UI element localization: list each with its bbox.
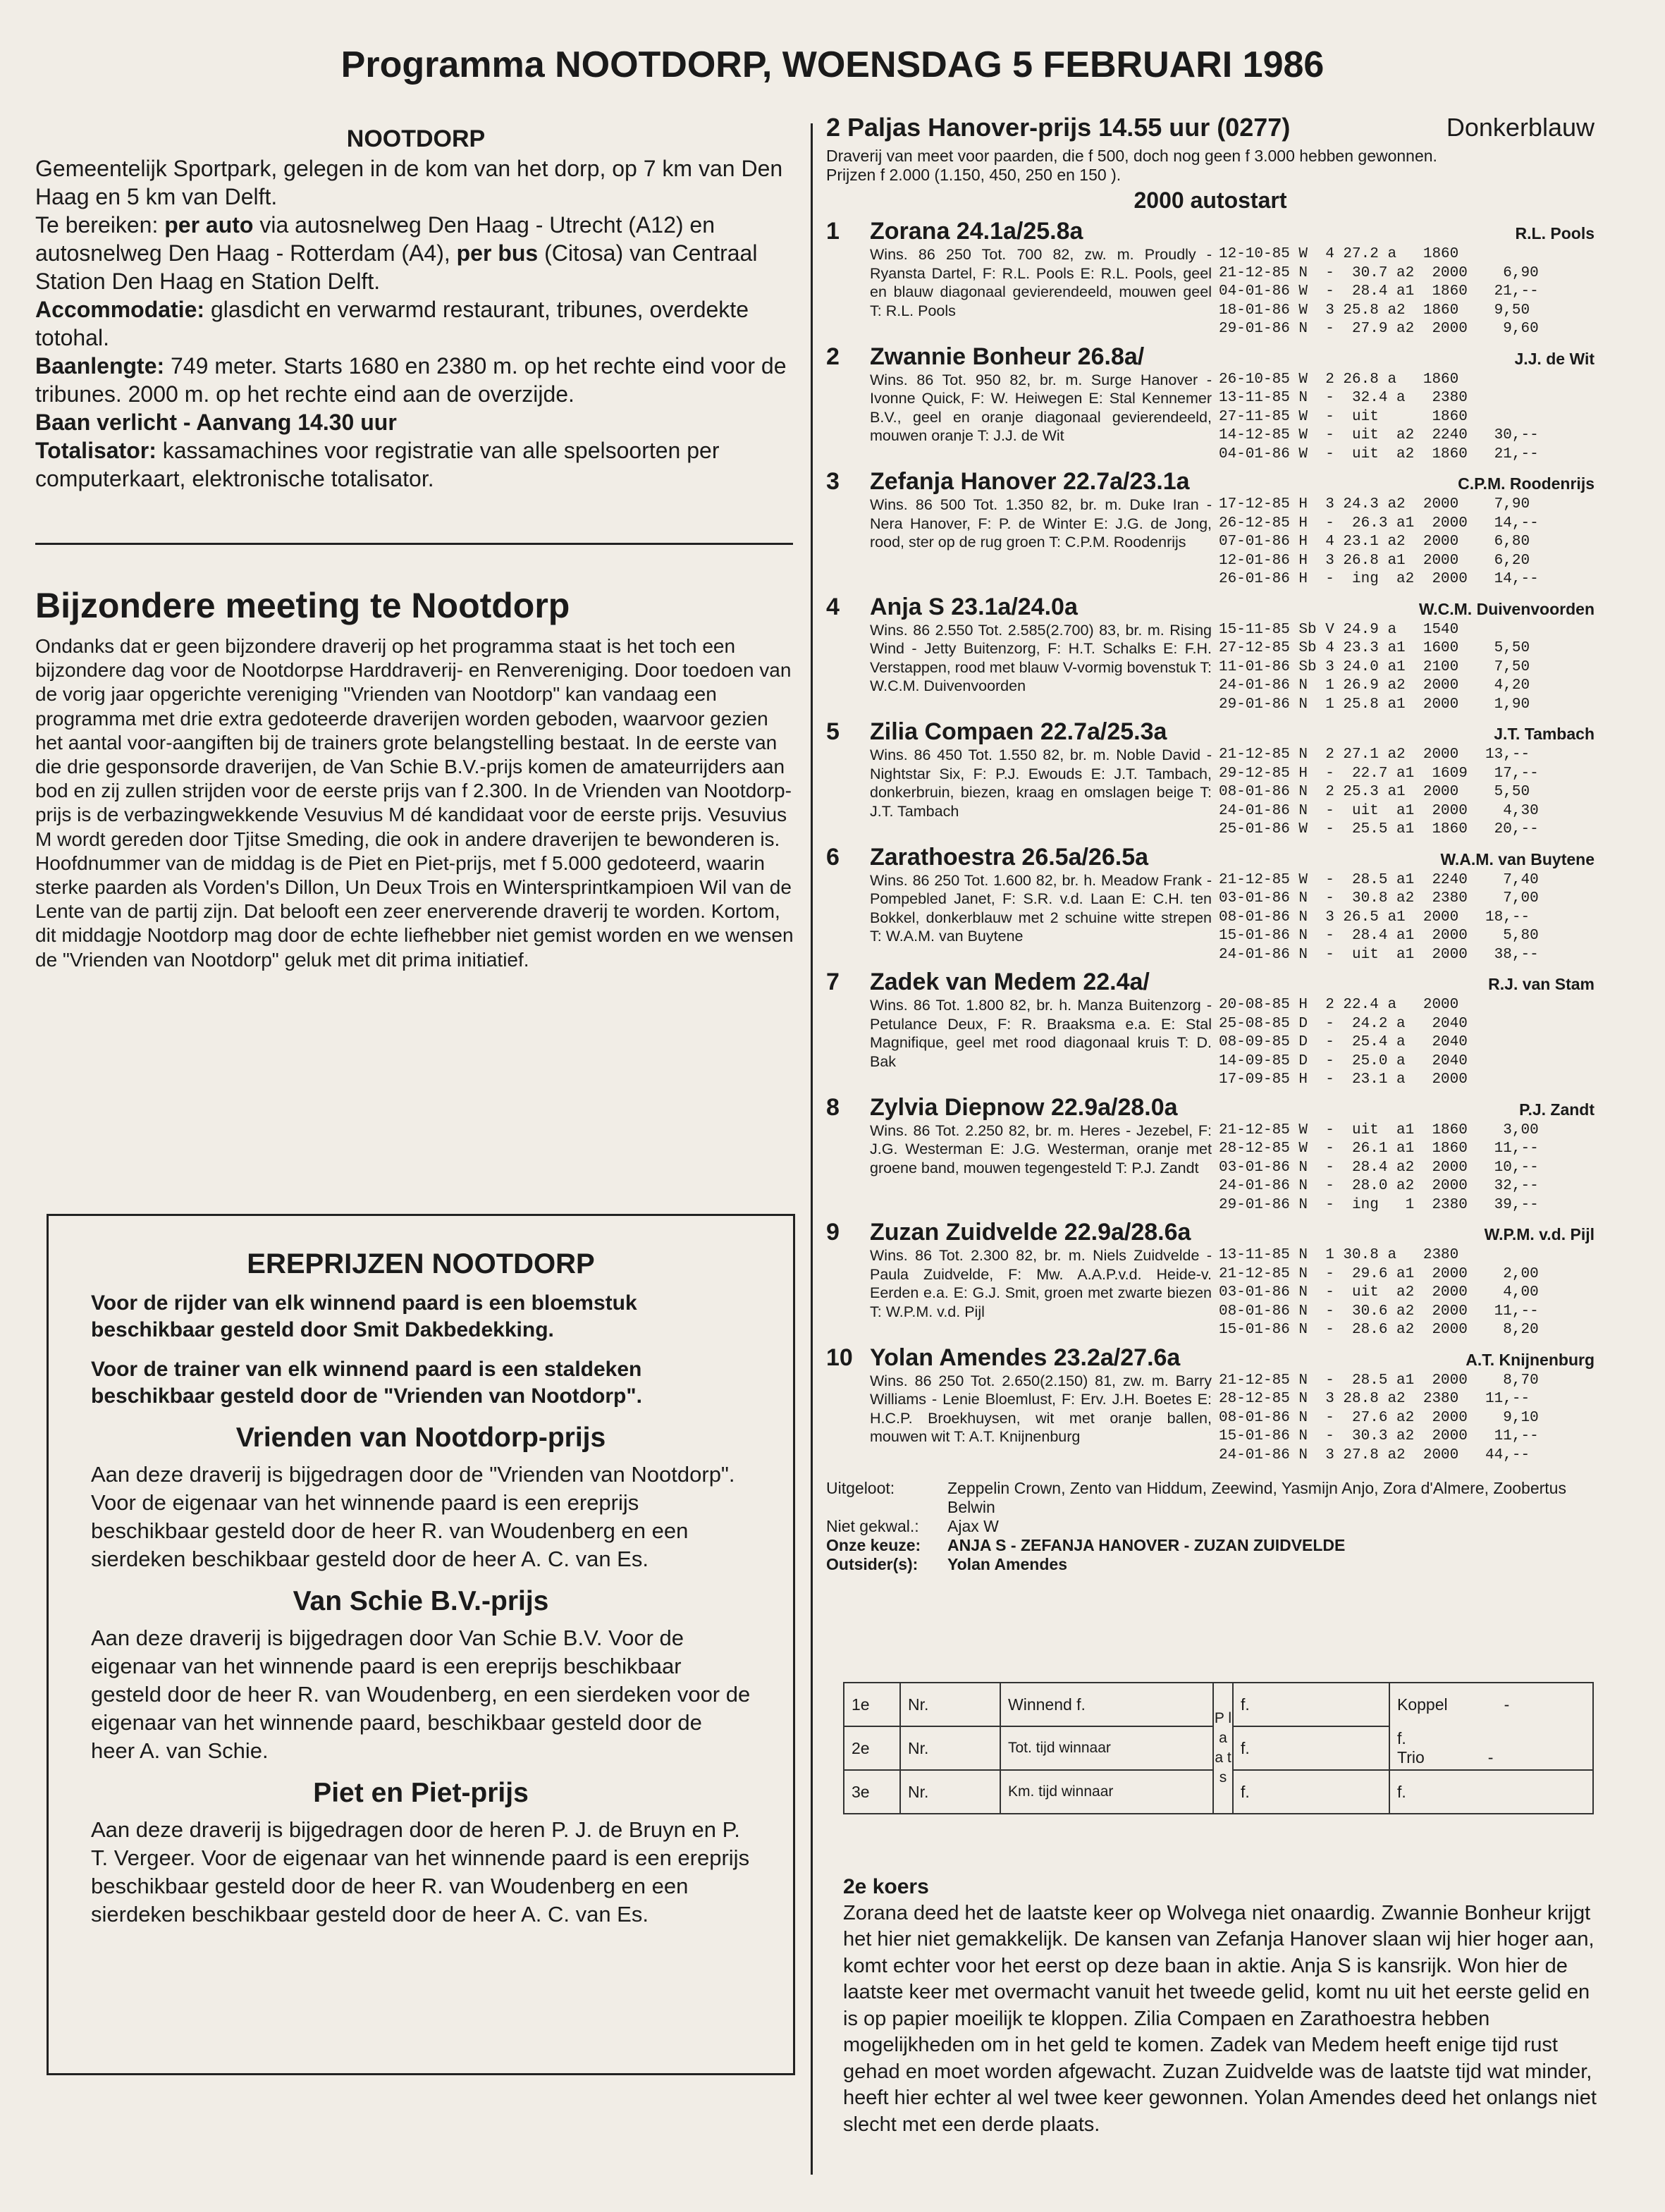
uitgeloot-label: Uitgeloot: [826, 1479, 895, 1497]
horse-name: Zorana 24.1a/25.8a [870, 218, 1083, 245]
horse-header [826, 1219, 1595, 1246]
horse-number: 5 [826, 718, 840, 745]
horse-starts: 26-10-85 W 2 26.8 a 1860 13-11-85 N - 32.4 a 2380 27-11-85 W - uit 1860 14-12-85 W - uit a2 2240 30,-- 04-01-86 W - uit a2 1860 21,-- [1219, 371, 1539, 462]
horse-header [826, 594, 1595, 621]
venue-accommodation: Accommodatie: glasdicht en verwarmd restaurant, tribunes, overdekte totohal. [35, 297, 749, 350]
results-table [843, 1682, 1594, 1814]
horse-trainer: R.L. Pools [1515, 224, 1595, 242]
horse-entry [826, 1219, 1595, 1340]
horse-header [826, 218, 1595, 245]
race-color: Donkerblauw [1446, 113, 1595, 142]
uitgeloot-value: Zeppelin Crown, Zento van Hiddum, Zeewind, Yasmijn Anjo, Zora d'Almere, Zoobertus Belwin [947, 1479, 1566, 1516]
horse-starts: 13-11-85 N 1 30.8 a 2380 21-12-85 N - 29.6 a1 2000 2,00 03-01-86 N - uit a2 2000 4,00 08-01-86 N - 30.6 a2 2000 11,-- 15-01-86 N - 28.6 a2 2000 8,20 [1219, 1247, 1539, 1338]
horse-starts: 21-12-85 W - uit a1 1860 3,00 28-12-85 W - 26.1 a1 1860 11,-- 03-01-86 N - 28.4 a2 2000 10,-- 24-01-86 N - 28.0 a2 2000 32,-- 29-01-86 N - ing 1 2380 39,-- [1219, 1122, 1539, 1213]
horse-info: Wins. 86 500 Tot. 1.350 82, br. m. Duke Iran - Nera Hanover, F: P. de Winter E: J.G. de Jong, rood, ster op de rug groen T: C.P.M. Roodenrijs [870, 496, 1212, 551]
result-plaats-f: f. [1233, 1726, 1389, 1770]
venue-track-length: Baanlengte: 749 meter. Starts 1680 en 2380 m. op het rechte eind voor de tribunes. 2000 m. op het rechte eind aan de overzijde. [35, 353, 787, 407]
horse-entry [826, 594, 1595, 715]
horse-header [826, 468, 1595, 496]
horse-trainer: A.T. Knijnenburg [1466, 1350, 1595, 1369]
onze-keuze-label: Onze keuze: [826, 1536, 921, 1554]
prizes-heading: EREPRIJZEN NOOTDORP [247, 1248, 595, 1279]
prizes-box [47, 1214, 795, 2075]
result-nr: Nr. [900, 1683, 1000, 1726]
horse-entry [826, 844, 1595, 965]
result-place-2: 2e [844, 1726, 900, 1770]
horse-info: Wins. 86 Tot. 1.800 82, br. h. Manza Buitenzorg - Petulance Deux, F: R. Braaksma e.a. E: Stal Magnifique, geel met rood diagonaal kruis T: D. Bak [870, 997, 1212, 1070]
horse-header [826, 343, 1595, 371]
prize-vanschie-heading: Van Schie B.V.-prijs [293, 1586, 549, 1616]
horse-entry [826, 218, 1595, 339]
horse-header [826, 1094, 1595, 1122]
horse-list [826, 218, 1595, 1465]
venue-access: Te bereiken: per auto via autosnelweg Den Haag - Utrecht (A12) en autosnelweg Den Haag - Rotterdam (A4), per bus (Citosa) van Centraal Station Den Haag en Station Delft. [35, 212, 758, 294]
venue-lights: Baan verlicht - Aanvang 14.30 uur [35, 410, 397, 435]
niet-gekwal-value: Ajax W [947, 1517, 999, 1535]
result-koppel-f: f. Trio - [1389, 1726, 1593, 1770]
race-prizes: Prijzen f 2.000 (1.150, 450, 250 en 150 ). [826, 166, 1122, 184]
outsider-value: Yolan Amendes [947, 1555, 1067, 1573]
report-text: Zorana deed het de laatste keer op Wolvega niet onaardig. Zwannie Bonheur krijgt het hier niet gemakkelijk. De kansen van Zefanja Hanover slaan wij hier hoger aan, komt echter voor het eerst op deze baan in aktie. Anja S is kansrijk. Won hier de laatste keer met overmacht vanuit het tweede gelid, komt nu uit het eerste gelid en is op papier moeilijk te kloppen. Zilia Compaen en Zarathoestra hebben mogelijkheden om in het geld te komen. Zadek van Medem heeft enige tijd rust gehad en moet worden afgewacht. Zuzan Zuidvelde was de laatste tijd wat minder, heeft hier echter al wel twee keer gewonnen. Yolan Amendes deed het onlangs niet slecht met een derde plaats. [843, 1901, 1597, 2136]
venue-heading: NOOTDORP [346, 125, 486, 152]
horse-starts: 15-11-85 Sb V 24.9 a 1540 27-12-85 Sb 4 23.3 a1 1600 5,50 11-01-86 Sb 3 24.0 a1 2100 7,50 24-01-86 N 1 26.9 a2 2000 4,20 29-01-86 N 1 25.8 a1 2000 1,90 [1219, 621, 1530, 713]
horse-name: Anja S 23.1a/24.0a [870, 593, 1078, 620]
horse-trainer: J.T. Tambach [1494, 725, 1595, 743]
onze-keuze-value: ANJA S - ZEFANJA HANOVER - ZUZAN ZUIDVELDE [947, 1536, 1346, 1554]
horse-trainer: W.A.M. van Buytene [1440, 849, 1595, 868]
horse-entry [826, 969, 1595, 1090]
horse-name: Zadek van Medem 22.4a/ [870, 969, 1150, 995]
horse-header [826, 844, 1595, 871]
horse-number: 4 [826, 593, 840, 620]
horse-trainer: W.P.M. v.d. Pijl [1484, 1225, 1595, 1243]
race-conditions: Draverij van meet voor paarden, die f 500, doch nog geen f 3.000 hebben gewonnen. [826, 147, 1437, 165]
horse-trainer: W.C.M. Duivenvoorden [1418, 599, 1595, 618]
result-plaats-f: f. [1233, 1683, 1389, 1726]
horse-number: 10 [826, 1344, 853, 1371]
horse-name: Zefanja Hanover 22.7a/23.1a [870, 468, 1190, 495]
meeting-article: Ondanks dat er geen bijzondere draverij op het programma staat is het toch een bijzondere dag voor de Nootdorpse Harddraverij- en Renvereniging. Door toedoen van de vorig jaar opgerichte vereniging "Vrienden van Nootdorp" kan vandaag een programma met drie extra gedoteerde draverijen worden geboden, waarvoor gezien het aantal voor-aangiften bij de trainers grote belangstelling bestaat. In de eerste van die drie gesponsorde draverijen, de Van Schie B.V.-prijs komen de amateurrijders aan bod en zij zullen strijden voor de eerste prijs van f 2.300. In de Vrienden van Nootdorp-prijs is de verbazingwekkende Vesuvius M dé kandidaat voor de eerste prijs. Vesuvius M wordt gereden door Tjitse Smeding, die ook in andere draverijen te bewonderen is. Hoofdnummer van de middag is de Piet en Piet-prijs, met f 5.000 gedoteerd, waarin sterke paarden als Vorden's Dillon, Un Deux Trois en Wintersprintkampioen Wil van de Lente van de partij zijn. Dat belooft een zeer enerverende draverij te worden. Kortom, dit middagje Nootdorp mag door de echte liefhebber niet gemist worden en we wensen de "Vrienden van Nootdorp" geluk met dit prima initiatief. [35, 635, 794, 971]
race-distance: 2000 autostart [1133, 188, 1287, 213]
result-place-1: 1e [844, 1683, 900, 1726]
horse-number: 8 [826, 1093, 840, 1121]
horse-number: 3 [826, 468, 840, 495]
horse-name: Yolan Amendes 23.2a/27.6a [870, 1344, 1181, 1371]
race-report [843, 1874, 1597, 2138]
horse-header [826, 969, 1595, 996]
result-koppel: Koppel - [1389, 1683, 1593, 1726]
race-title: 2 Paljas Hanover-prijs 14.55 uur (0277) [826, 113, 1291, 142]
venue-totalisator: Totalisator: kassamachines voor registratie van alle spelsoorten per computerkaart, elektronische totalisator. [35, 438, 720, 491]
venue-location: Gemeentelijk Sportpark, gelegen in de kom van het dorp, op 7 km van Den Haag en 5 km van Delft. [35, 156, 783, 209]
horse-name: Zylvia Diepnow 22.9a/28.0a [870, 1093, 1178, 1121]
horse-starts: 12-10-85 W 4 27.2 a 1860 21-12-85 N - 30.7 a2 2000 6,90 04-01-86 W - 28.4 a1 1860 21,-- 18-01-86 W 3 25.8 a2 1860 9,50 29-01-86 N - 27.9 a2 2000 9,60 [1219, 246, 1539, 337]
horse-info: Wins. 86 250 Tot. 700 82, zw. m. Proudly - Ryansta Dartel, F: R.L. Pools E: R.L. Pools, geel en blauw diagonaal gevierendeeld, mouwen geel T: R.L. Pools [870, 246, 1212, 319]
page-title: Programma NOOTDORP, WOENSDAG 5 FEBRUARI 1986 [340, 44, 1325, 85]
horse-trainer: P.J. Zandt [1519, 1100, 1595, 1119]
result-tot-tijd: Tot. tijd winnaar [1000, 1726, 1213, 1770]
horse-entry [826, 1094, 1595, 1215]
race-notes [826, 1479, 1595, 1574]
result-winnend: Winnend f. [1000, 1683, 1213, 1726]
horse-starts: 20-08-85 H 2 22.4 a 2000 25-08-85 D - 24.2 a 2040 08-09-85 D - 25.4 a 2040 14-09-85 D - 25.0 a 2040 17-09-85 H - 23.1 a 2000 [1219, 997, 1468, 1088]
venue-section [35, 125, 797, 493]
horse-header [826, 718, 1595, 746]
horse-number: 2 [826, 343, 840, 370]
horse-number: 6 [826, 843, 840, 871]
prize-pietenpiet-heading: Piet en Piet-prijs [313, 1778, 529, 1808]
prize-trainer: Voor de trainer van elk winnend paard is een staldeken beschikbaar gesteld door de "Vrienden van Nootdorp". [91, 1358, 642, 1408]
result-km-tijd: Km. tijd winnaar [1000, 1770, 1213, 1814]
horse-name: Zwannie Bonheur 26.8a/ [870, 343, 1145, 370]
column-divider [811, 123, 813, 2175]
result-nr: Nr. [900, 1770, 1000, 1814]
horse-info: Wins. 86 250 Tot. 2.650(2.150) 81, zw. m. Barry Williams - Lenie Bloemlust, F: Erv. J.H. Boetes E: H.C.P. Broekhuysen, wit met oranje ballen, mouwen wit T: A.T. Knijnenburg [870, 1372, 1212, 1445]
prize-vrienden-heading: Vrienden van Nootdorp-prijs [235, 1423, 606, 1453]
prize-vanschie-text: Aan deze draverij is bijgedragen door Van Schie B.V. Voor de eigenaar van het winnende paard is een ereprijs beschikbaar gesteld door de heer R. van Woudenberg, en een sierdeken voor de eigenaar van het winnende paard, beschikbaar gesteld door de heer A. van Schie. [91, 1626, 751, 1763]
section-divider [35, 543, 793, 545]
horse-entry [826, 468, 1595, 589]
result-plaats-f: f. [1233, 1770, 1389, 1814]
horse-starts: 21-12-85 N - 28.5 a1 2000 8,70 28-12-85 N 3 28.8 a2 2380 11,-- 08-01-86 N - 27.6 a2 2000 9,10 15-01-86 N - 30.3 a2 2000 11,-- 24-01-86 N 3 27.8 a2 2000 44,-- [1219, 1372, 1539, 1463]
horse-starts: 21-12-85 W - 28.5 a1 2240 7,40 03-01-86 N - 30.8 a2 2380 7,00 08-01-86 N 3 26.5 a1 2000 18,-- 15-01-86 N - 28.4 a1 2000 5,80 24-01-86 N - uit a1 2000 38,-- [1219, 871, 1539, 963]
niet-gekwal-label: Niet gekwal.: [826, 1517, 919, 1535]
horse-starts: 21-12-85 N 2 27.1 a2 2000 13,-- 29-12-85 H - 22.7 a1 1609 17,-- 08-01-86 N 2 25.3 a1 2000 5,50 24-01-86 N - uit a1 2000 4,30 25-01-86 W - 25.5 a1 1860 20,-- [1219, 746, 1539, 837]
report-heading: 2e koers [843, 1875, 929, 1898]
outsider-label: Outsider(s): [826, 1555, 918, 1573]
horse-info: Wins. 86 Tot. 2.250 82, br. m. Heres - Jezebel, F: J.G. Westerman E: J.G. Westerman, oranje met groene band, mouwen tegengesteld T: P.J. Zandt [870, 1122, 1212, 1176]
horse-entry [826, 718, 1595, 840]
prize-vrienden-text: Aan deze draverij is bijgedragen door de "Vrienden van Nootdorp". Voor de eigenaar van het winnende paard is een ereprijs beschikbaar gesteld door de heer R. van Woudenberg en een sierdeken beschikbaar gesteld door de heer A. C. van Es. [91, 1462, 735, 1571]
race-section [826, 113, 1595, 1574]
horse-name: Zilia Compaen 22.7a/25.3a [870, 718, 1167, 745]
horse-starts: 17-12-85 H 3 24.3 a2 2000 7,90 26-12-85 H - 26.3 a1 2000 14,-- 07-01-86 H 4 23.1 a2 2000 6,80 12-01-86 H 3 26.8 a1 2000 6,20 26-01-86 H - ing a2 2000 14,-- [1219, 496, 1539, 587]
horse-name: Zarathoestra 26.5a/26.5a [870, 843, 1149, 871]
horse-entry [826, 343, 1595, 465]
horse-number: 9 [826, 1219, 840, 1246]
prize-rider: Voor de rijder van elk winnend paard is een bloemstuk beschikbaar gesteld door Smit Dakbedekking. [91, 1291, 637, 1341]
horse-trainer: J.J. de Wit [1514, 349, 1595, 368]
horse-number: 7 [826, 969, 840, 995]
horse-info: Wins. 86 Tot. 2.300 82, br. m. Niels Zuidvelde - Paula Zuidvelde, F: Mw. A.A.P.v.d. Heide-v. Eerden e.a. E: G.J. Smit, groen met zwarte biezen T: W.P.M. v.d. Pijl [870, 1247, 1212, 1320]
prize-pietenpiet-text: Aan deze draverij is bijgedragen door de heren P. J. de Bruyn en P. T. Vergeer. Voor de eigenaar van het winnende paard is een ereprijs beschikbaar gesteld door de heer R. van Woudenberg en een sierdeken beschikbaar gesteld door de heer A. C. van Es. [91, 1817, 750, 1927]
horse-info: Wins. 86 450 Tot. 1.550 82, br. m. Noble David - Nightstar Six, F: P.J. Ewouds E: J.T. Tambach, donkerbruin, biezen, kraag en omslagen beige T: J.T. Tambach [870, 746, 1212, 820]
meeting-heading: Bijzondere meeting te Nootdorp [35, 586, 570, 625]
result-trio-f: f. [1389, 1770, 1593, 1814]
horse-info: Wins. 86 Tot. 950 82, br. m. Surge Hanover - Ivonne Quick, F: W. Heiwegen E: Stal Kennemer B.V., geel en oranje diagonaal gevierendeeld, mouwen oranje T: J.J. de Wit [870, 371, 1212, 444]
result-plaats-label: P l a a t s [1213, 1683, 1233, 1814]
horse-info: Wins. 86 250 Tot. 1.600 82, br. h. Meadow Frank - Pompebled Janet, F: S.R. v.d. Laan E: C.H. ten Bokkel, donkerblauw met 2 schuine witte strepen T: W.A.M. van Buytene [870, 871, 1212, 945]
horse-trainer: R.J. van Stam [1488, 975, 1595, 993]
horse-entry [826, 1344, 1595, 1466]
horse-header [826, 1344, 1595, 1372]
horse-name: Zuzan Zuidvelde 22.9a/28.6a [870, 1219, 1191, 1246]
result-nr: Nr. [900, 1726, 1000, 1770]
horse-number: 1 [826, 218, 840, 245]
result-place-3: 3e [844, 1770, 900, 1814]
race-header [826, 113, 1595, 142]
horse-trainer: C.P.M. Roodenrijs [1458, 474, 1595, 493]
horse-info: Wins. 86 2.550 Tot. 2.585(2.700) 83, br. m. Rising Wind - Jetty Buitenzorg, F: H.T. Schalks E: F.H. Verstappen, rood met blauw V-vormig bovenstuk T: W.C.M. Duivenvoorden [870, 621, 1212, 694]
